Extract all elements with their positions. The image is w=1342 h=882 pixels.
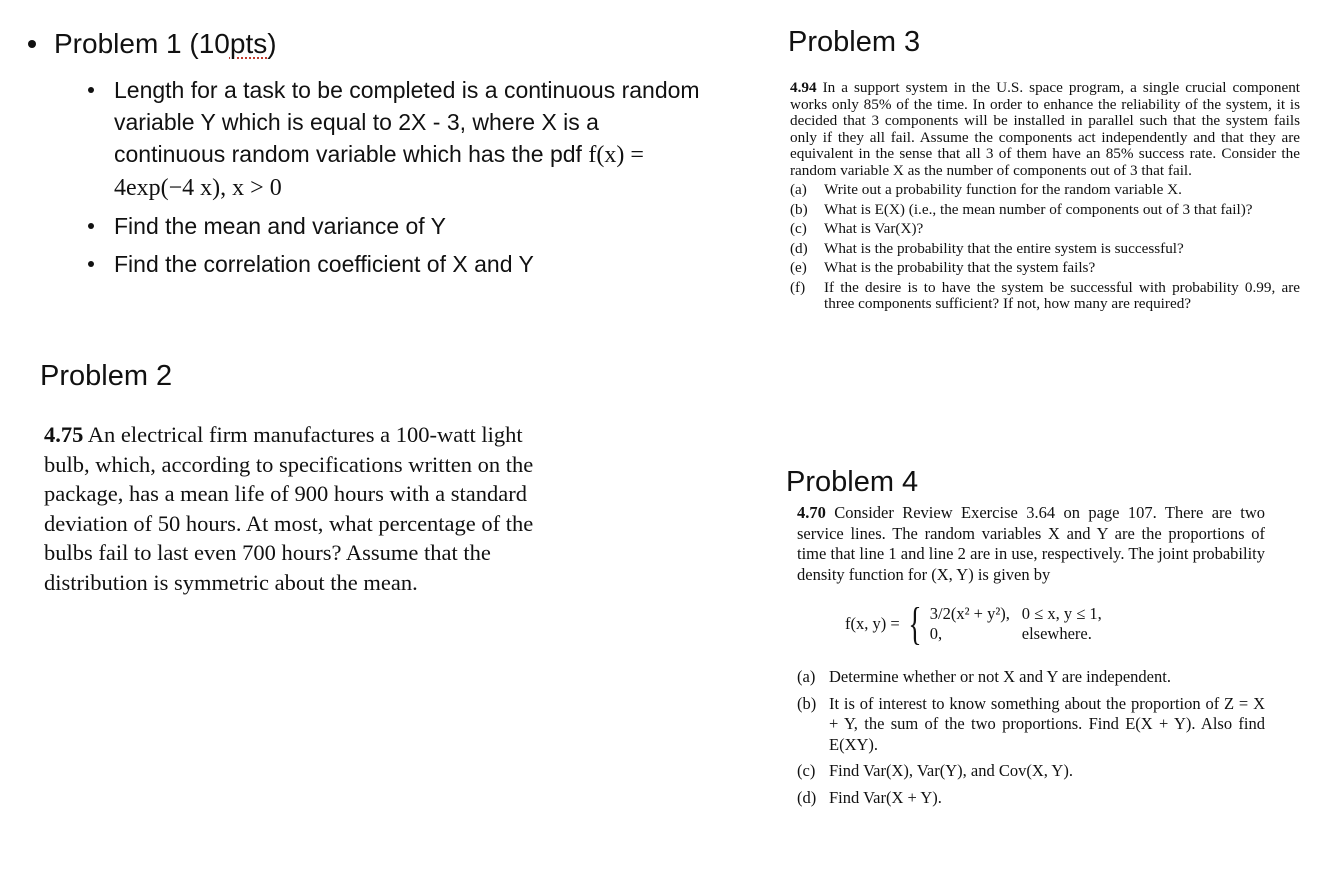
problem-3-part [790, 221, 1300, 238]
formula-case-1 [930, 604, 1182, 625]
left-brace-icon: { [908, 598, 922, 649]
problem-3-part-text: If the desire is to have the system be successful with probability 0.99, are three components sufficient? If not, how many are required? [824, 278, 1300, 312]
problem-4-part-text: Find Var(X), Var(Y), and Cov(X, Y). [829, 761, 1073, 780]
formula-lhs: f(x, y) = [845, 613, 900, 633]
problem-1-list [86, 74, 708, 280]
problem-3-part-label: (e) [790, 259, 807, 276]
problem-3-part-text: What is E(X) (i.e., the mean number of components out of 3 that fail)? [824, 200, 1253, 218]
problem-3-part-label: (b) [790, 200, 808, 218]
problem-3-number: 4.94 [790, 79, 817, 96]
problem-3-part [790, 202, 1300, 219]
problem-1-task-2: Find the correlation coefficient of X and Y [86, 248, 708, 280]
problem-3-part-text: What is Var(X)? [824, 220, 924, 237]
formula-case-2 [930, 624, 1182, 645]
problem-2-text-block [44, 420, 544, 597]
problem-3-intro [790, 80, 1300, 179]
problem-1-title-pts: pts [229, 28, 268, 59]
case-2-value: 0, [929, 624, 943, 643]
problem-3-part [790, 260, 1300, 277]
problem-4-part-label: (c) [797, 761, 816, 780]
problem-3-part-text: What is the probability that the system fails? [824, 259, 1096, 276]
case-1-value: 3/2(x² + y²), [929, 603, 1010, 623]
case-1-condition: 0 ≤ x, y ≤ 1, [1021, 603, 1102, 623]
problem-4-part-text: It is of interest to know something about the proportion of Z = X + Y, the sum of the two proportions. Find E(X + Y). Also find E(XY). [829, 693, 1265, 754]
problem-1-statement [86, 74, 708, 204]
problem-4-text-block [797, 503, 1265, 808]
problem-4-title: Problem 4 [786, 466, 919, 498]
problem-4-part [797, 788, 1265, 809]
problem-1-statement-text: Length for a task to be completed is a continuous random variable Y which is equal to 2X - 3, where X is a continuous random variable which has the pdf [114, 77, 700, 167]
problem-3-part-label: (f) [790, 278, 806, 296]
problem-3-part [790, 280, 1300, 313]
problem-3-title: Problem 3 [788, 26, 921, 58]
problem-3-part [790, 241, 1300, 258]
problem-1-title [28, 28, 708, 60]
problem-4-part-label: (d) [797, 787, 817, 807]
problem-4-part-text: Find Var(X + Y). [829, 787, 942, 807]
problem-4-part [797, 761, 1265, 782]
problem-3-part-text: Write out a probability function for the random variable X. [824, 181, 1182, 198]
problem-4-text: Consider Review Exercise 3.64 on page 107. There are two service lines. The random variables X and Y are the proportions of time that line 1 and line 2 are in use, respectively. The joint probability density function for (X, Y) is given by [797, 503, 1265, 584]
problem-3-text-block [790, 80, 1300, 313]
problem-2-number: 4.75 [44, 422, 84, 447]
problem-3-part [790, 182, 1300, 199]
bullet-icon [28, 40, 36, 48]
problem-1-title-prefix: Problem 1 (10 [54, 28, 230, 59]
problem-4-part-label: (a) [797, 667, 816, 686]
problem-4-part-text: Determine whether or not X and Y are independent. [829, 667, 1171, 686]
problem-4-number: 4.70 [797, 503, 826, 522]
problem-4-intro [797, 503, 1265, 585]
problem-2-text: An electrical firm manufactures a 100-watt light bulb, which, according to specifications written on the package, has a mean life of 900 hours with a standard deviation of 50 hours. At most, what percentage of the bulbs fail to last even 700 hours? Assume that the distribution is symmetric about the mean. [44, 422, 534, 595]
problem-3-text: In a support system in the U.S. space program, a single crucial component works only 85% of the time. In order to enhance the reliability of the system, it is decided that 3 components will be installed in parallel such that the system fails only if they all fail. Assume the components act independently and that they are equivalent in the sense that all 3 of them have an 85% success rate. Consider the random variable X as the number of components out of 3 that fail. [790, 79, 1301, 179]
joint-pdf-formula [845, 598, 1265, 649]
problem-4-part-label: (b) [797, 693, 817, 713]
problem-3-part-text: What is the probability that the entire system is successful? [824, 239, 1184, 257]
case-2-condition: elsewhere. [1021, 624, 1092, 643]
problem-1-title-suffix: ) [267, 28, 277, 59]
problem-3-part-label: (d) [790, 239, 808, 257]
problem-4-part [797, 694, 1265, 756]
formula-cases [930, 604, 1182, 645]
problem-4-part [797, 667, 1265, 688]
problem-1-pdf-formula: f(x) = 4exp(−4 x), x > 0 [114, 142, 644, 201]
problem-3-part-label: (c) [790, 220, 807, 237]
problem-2-title: Problem 2 [40, 360, 173, 392]
problem-3-part-label: (a) [790, 181, 807, 198]
problem-1-task-1: Find the mean and variance of Y [86, 210, 708, 242]
problem-1-section [28, 28, 708, 286]
